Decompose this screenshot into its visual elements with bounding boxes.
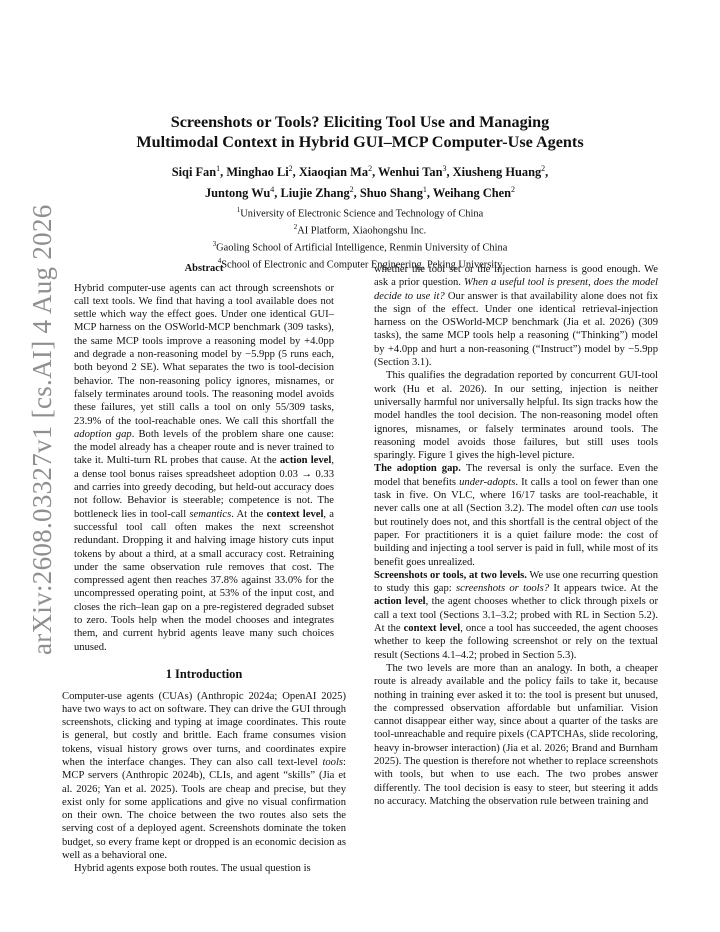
paper-title (70, 112, 650, 152)
affiliation: $^2$AI Platform, Xiaohongshu Inc. (293, 223, 427, 237)
section-heading-introduction: 1 Introduction (165, 666, 243, 681)
arxiv-stamp: arXiv:2608.03327v1 [cs.AI] 4 Aug 2026 (27, 204, 57, 655)
title-line-2: Multimodal Context in Hybrid GUI–MCP Computer-Use Agents (136, 133, 584, 151)
author: Liujie Zhang$^2$ (280, 185, 354, 201)
affiliation: $^3$Gaoling School of Artificial Intelligence, Renmin University of China (212, 240, 508, 254)
author: Wenhui Tan$^3$ (378, 164, 447, 180)
affiliation: $^4$School of Electronic and Computer Engineering, Peking University (217, 257, 503, 271)
author: Weihang Chen$^2$ (432, 185, 516, 201)
author: Xiusheng Huang$^2$ (452, 164, 546, 180)
author-list: Siqi Fan$^1$, Minghao Li$^2$, Xiaoqian Ma$^2$, Wenhui Tan$^3$, Xiusheng Huang$^2$, Juntong Wu$^4$, Liujie Zhang$^2$, Shuo Shang$^1$, Weihang Chen$^2$ (171, 164, 549, 201)
runin-heading-adoption-gap: The adoption gap. (374, 463, 461, 475)
affiliation: $^1$University of Electronic Science and Technology of China (236, 206, 484, 220)
intro-paragraph-2: Hybrid agents expose both routes. The usual question is (74, 863, 311, 875)
intro-paragraph-1: Computer-use agents (CUAs) (Anthropic 2024a; OpenAI 2025) have two ways to act on software. They can drive the GUI through screenshots, clicking and typing at image coordinates. This route is general, but costly and brittle. Each frame consumes vision tokens, visual history grows over turns, and coordinates expire when the interface changes. They can also call text-level tools: MCP servers (Anthropic 2024b), CLIs, and agent “skills” (Jia et al. 2026; Yan et al. 2025). Tools are cheap and precise, but they exist only for some applications and give no visual confirmation on their own. The choice between the two routes also sets the serving cost of a deployed agent. Screenshots dominate the token budget, so every frame kept or dropped is an economic decision as well as a behavioral one. (62, 690, 346, 862)
right-paragraph-1: whether the tool set or the injection harness is good enough. We ask a prior question. When a useful tool is present, does the model decide to use it? Our answer is that availability alone does not fix the sign of the effect. Under one identical retrieval-injection harness on the OSWorld-MCP benchmark (Jia et al. 2026) (309 tasks), the same MCP tools help a reasoning (“Thinking”) model by +4.0pp and hurt a non-reasoning (“Instruct”) model by −5.9pp (Section 3.1). (374, 264, 658, 369)
runin-heading-two-levels: Screenshots or tools, at two levels. (374, 569, 527, 581)
author: Minghao Li$^2$ (226, 164, 293, 180)
abstract-heading: Abstract (184, 263, 224, 274)
author: Siqi Fan$^1$ (171, 164, 221, 180)
author: Juntong Wu$^4$ (204, 185, 275, 201)
right-paragraph-5: The two levels are more than an analogy. In both, a cheaper route is already available and the policy fails to take it, because nothing in training ever asked it to: the tool is present but unused, the compressed observation affordable but unfamiliar. Vision cannot disappear either way, since about a quarter of the tasks are tool-unreachable and require pixels (CAPTCHAs, slide recoloring, heavy in-browser interaction) (Jia et al. 2026; Brand and Burnham 2025). The question is therefore not whether to replace screenshots with tools, but when to use each. The two probes answer differently. The tool decision is easy to steer, but steering it adds no accuracy. Matching the observation rule between training and (374, 662, 658, 807)
right-paragraph-2: This qualifies the degradation reported by concurrent GUI-tool work (Hu et al. 2026). In our setting, injection is neither universally harmful nor universally helpful. Its sign tracks how the model handles the tool decision. The non-reasoning model often ignores, misnames, or falsely terminates around tools. The reasoning model avoids those failures, but still uses tools sparingly. Figure 1 gives the high-level picture. (374, 370, 658, 462)
author: Shuo Shang$^1$ (359, 185, 427, 201)
left-column (62, 263, 346, 876)
right-column (374, 263, 658, 808)
paper-header (70, 112, 650, 272)
title-line-1: Screenshots or Tools? Eliciting Tool Use and Managing (170, 113, 550, 131)
abstract-body: Hybrid computer-use agents can act through screenshots or call text tools. We find that having a tool available does not settle which way the effect goes. Under one identical GUI–MCP harness on the OSWorld-MCP benchmark (309 tasks), the same MCP tools improve a reasoning model by +4.0pp and degrade a non-reasoning model by −5.9pp (5 runs each, both beyond 2 SE). What separates the two is tool-decision behavior. The non-reasoning policy ignores, misnames, or falsely terminates around tools. The reasoning model avoids these failures, yet still calls a tool on only 55/309 tasks, 23.9% of the tool-reachable ones. We call this shortfall the adoption gap. Both levels of the problem share one cause: the model already has a cheaper route and is never trained to take it. Multi-turn RL probes that cause. At the action level, a dense tool bonus raises spreadsheet adoption 0.03 → 0.33 and carries into greedy decoding, but held-out accuracy does not follow. Behavior is steerable; competence is not. The bottleneck lies in tool-call semantics. At the context level, a successful tool call often makes the next screenshot redundant. Dropping it and halving image history cuts input tokens by about a third, at a small accuracy cost. Retraining under the same observation rule removes that cost. The compressed agent then reaches 37.8% against 33.0% for the uncompressed operating point, at 53% of the input cost, and closes the rich–lean gap on a pre-registered degraded subset to zero. Tools help when the model chooses and integrates them, and current hybrid agents leave many such choices unused. (74, 282, 335, 653)
two-levels-paragraph: Screenshots or tools, at two levels. We use one recurring question to study this gap: screenshots or tools? It appears twice. At the action level, the agent chooses whether to click through pixels or call a text tool (Sections 3.1–3.2; probed with RL in Section 5.2). At the context level, once a tool has succeeded, the agent chooses whether to keep the following screenshot or rely on the textual result (Sections 4.1–4.2; probed in Section 5.3). (374, 569, 659, 661)
affiliation-list (70, 204, 650, 272)
author: Xiaoqian Ma$^2$ (298, 164, 373, 180)
adoption-gap-paragraph: The adoption gap. The reversal is only the surface. Even the model that benefits under-adopts. It calls a tool on fewer than one task in five. On VLC, where 16/17 tasks are tool-reachable, it never calls one at all (Section 3.2). The model often can use tools but routinely does not, and this shortfall is the central object of the paper. For practitioners it is a quiet failure mode: the cost of building and injecting a tool server is paid in full, while most of its benefit goes unrealized. (374, 463, 658, 568)
